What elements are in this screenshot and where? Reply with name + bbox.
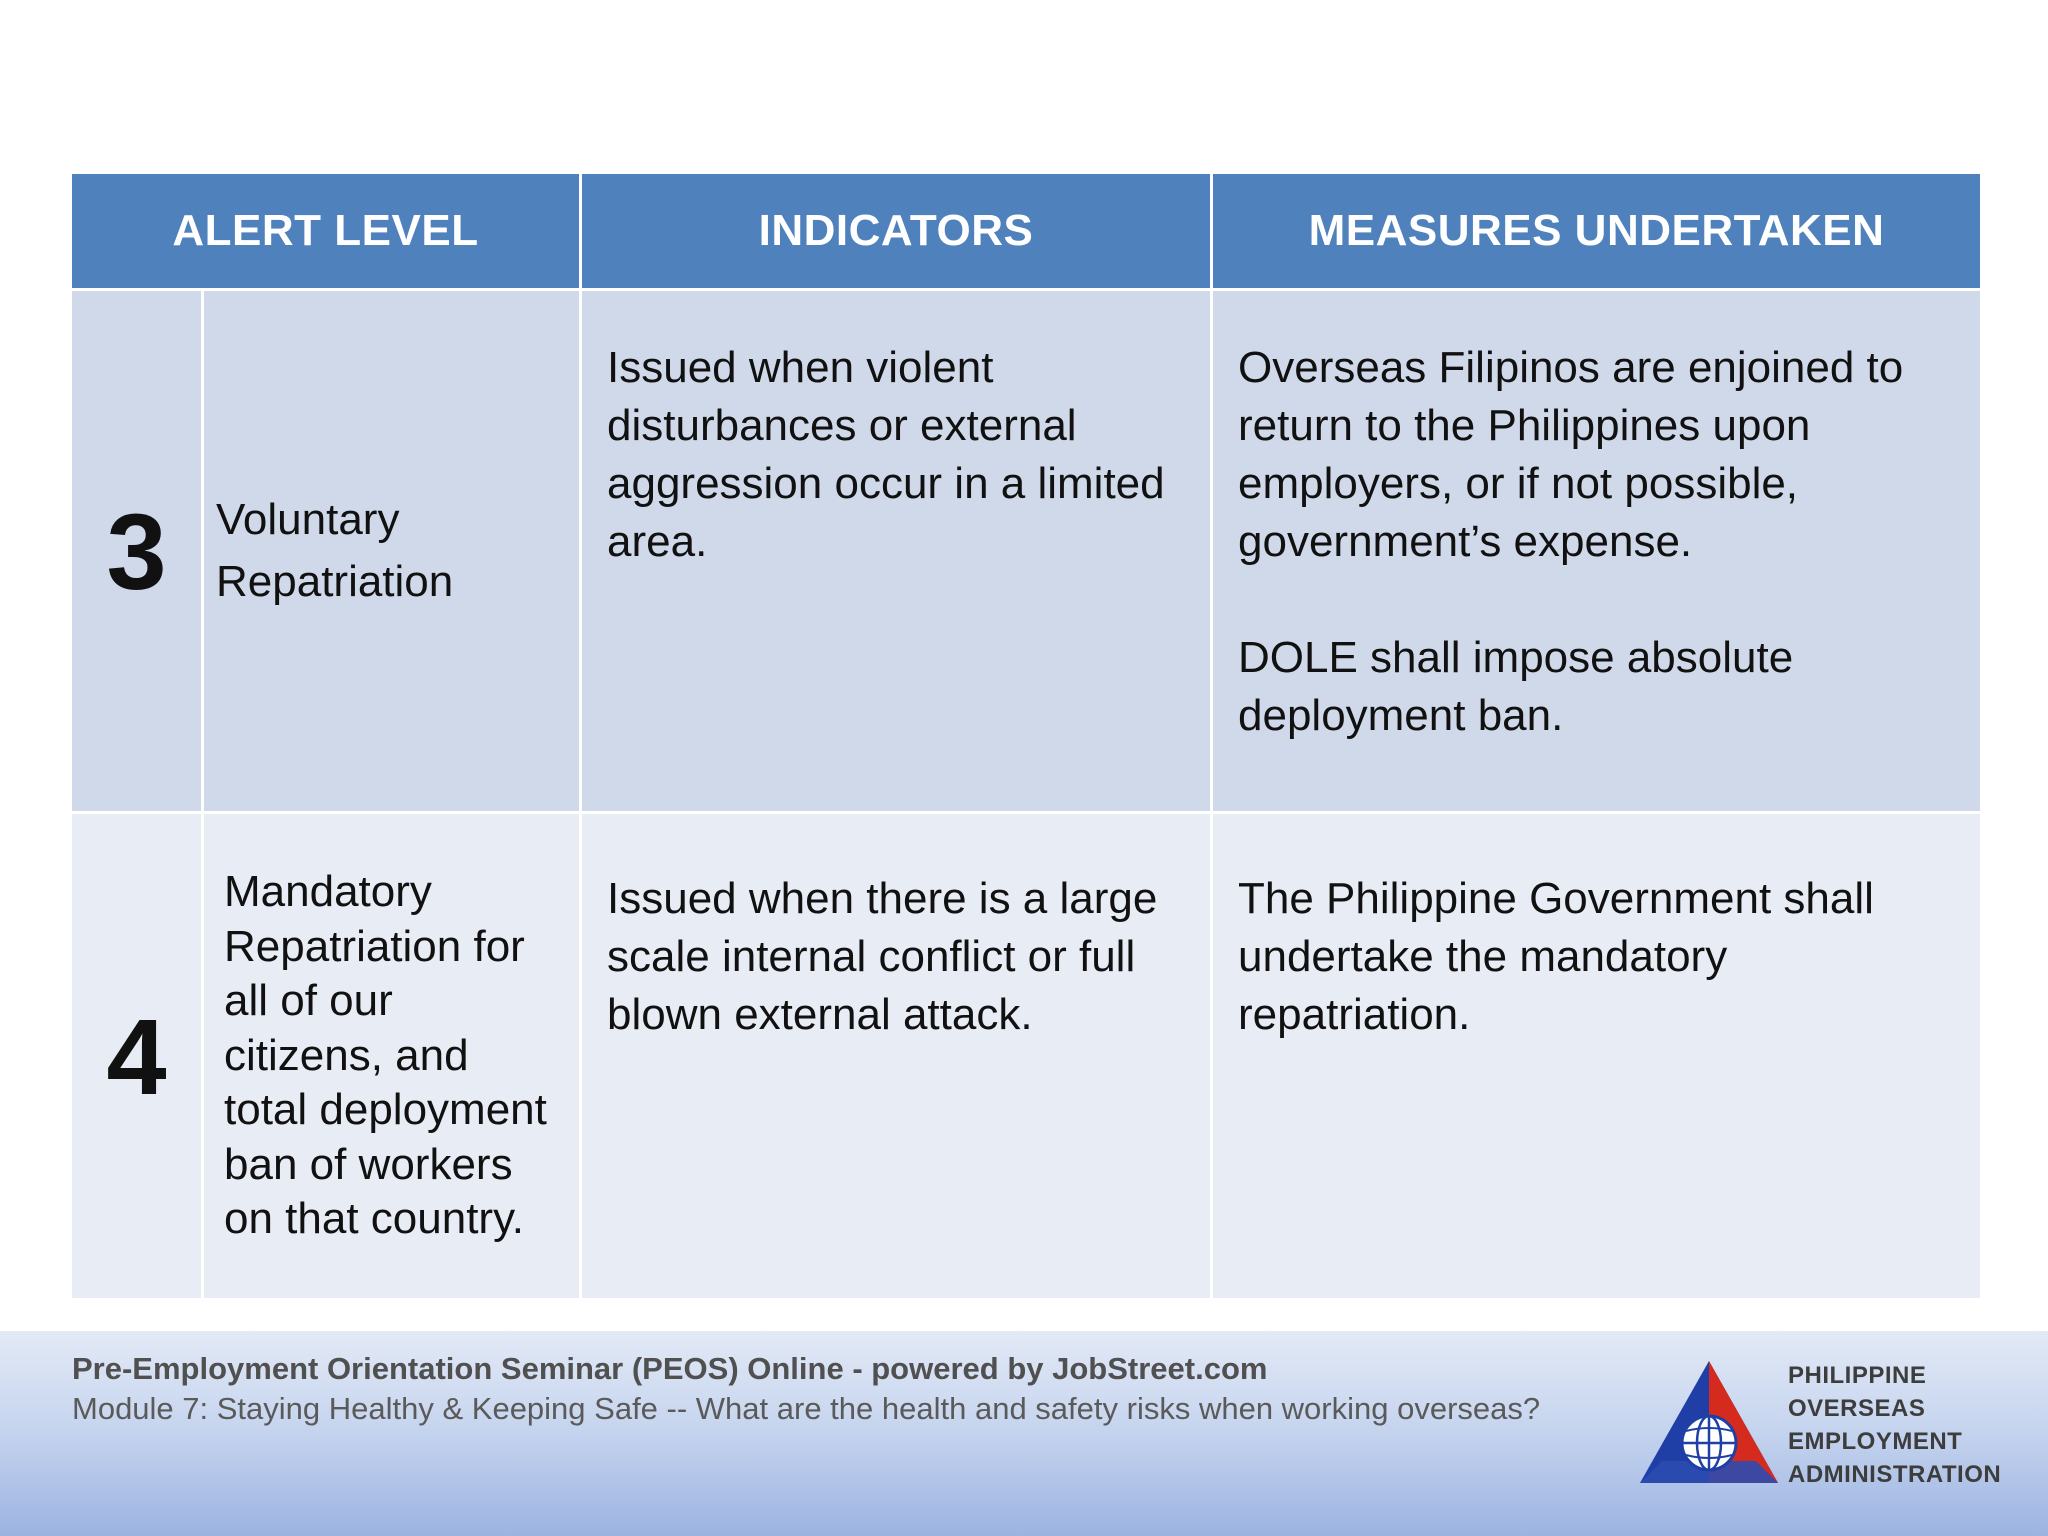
text-line: disturbances or external: [607, 401, 1077, 451]
table-row-level-4: [71, 813, 1982, 1300]
text-line: citizens, and: [224, 1030, 469, 1080]
text-line: scale internal conflict or full: [607, 932, 1136, 982]
text-line: employers, or if not possible,: [1238, 459, 1799, 509]
alert-level-number: 3: [71, 290, 203, 813]
text-line: aggression occur in a limited: [607, 459, 1165, 509]
text-line: all of our: [224, 976, 393, 1026]
measures-cell: [1212, 290, 1982, 813]
indicator-cell: [581, 813, 1212, 1300]
text-line: government’s expense.: [1238, 517, 1693, 567]
text-line: DOLE shall impose absolute: [1238, 633, 1794, 683]
logo-text-line: ADMINISTRATION: [1788, 1461, 2002, 1488]
logo-text-line: OVERSEAS: [1788, 1395, 1926, 1422]
text-line: Mandatory: [224, 867, 432, 917]
text-line: Repatriation: [216, 557, 454, 606]
alert-level-number: 4: [71, 813, 203, 1300]
poea-triangle-globe-icon: [1636, 1357, 1782, 1487]
text-line: Overseas Filipinos are enjoined to: [1238, 343, 1904, 392]
text-line: Repatriation for: [224, 921, 525, 971]
footer-title: Pre-Employment Orientation Seminar (PEOS) Online - powered by JobStreet.com: [72, 1351, 1268, 1386]
alert-level-table: [69, 171, 1983, 1301]
alert-level-name: [203, 813, 581, 1300]
text-line: on that country.: [224, 1194, 525, 1244]
text-line: Issued when violent: [607, 343, 994, 392]
text-line: Issued when there is a large: [607, 874, 1158, 923]
text-line: return to the Philippines upon: [1238, 401, 1811, 451]
indicator-cell: [581, 290, 1212, 813]
text-line: The Philippine Government shall: [1238, 874, 1874, 923]
text-line: area.: [607, 517, 708, 567]
text-line: blown external attack.: [607, 990, 1033, 1040]
poea-logo-text: [1788, 1359, 2001, 1491]
alert-level-name: [203, 290, 581, 813]
header-measures: MEASURES UNDERTAKEN: [1212, 173, 1982, 290]
measures-cell: [1212, 813, 1982, 1300]
text-line: Voluntary: [216, 495, 400, 545]
logo-text-line: EMPLOYMENT: [1788, 1428, 1963, 1455]
header-indicators: INDICATORS: [581, 173, 1212, 290]
text-line: repatriation.: [1238, 990, 1471, 1040]
text-line: total deployment: [224, 1085, 547, 1135]
header-alert-level: ALERT LEVEL: [71, 173, 581, 290]
slide-footer: [0, 1331, 2048, 1536]
footer-subtitle: Module 7: Staying Healthy & Keeping Safe -- What are the health and safety risks when working overseas?: [72, 1391, 1541, 1426]
logo-text-line: PHILIPPINE: [1788, 1362, 1927, 1389]
text-line: ban of workers: [224, 1139, 513, 1189]
text-line: undertake the mandatory: [1238, 932, 1728, 982]
text-line: deployment ban.: [1238, 691, 1564, 741]
table-row-level-3: [71, 290, 1982, 813]
paragraph-gap: [1238, 571, 1956, 629]
table-header-row: [71, 173, 1982, 290]
